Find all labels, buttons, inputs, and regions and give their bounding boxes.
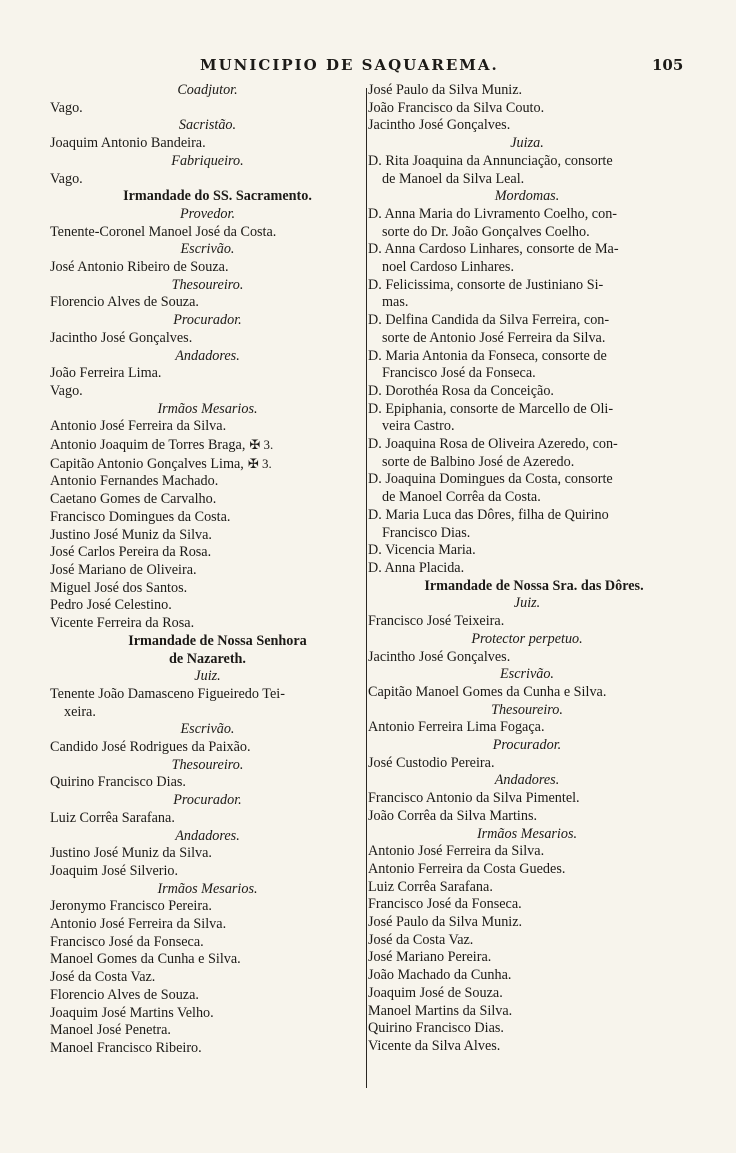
entry: Vicente Ferreira da Rosa. <box>50 615 195 632</box>
entry: João Corrêa da Silva Martins. <box>368 807 538 824</box>
entry: Joaquim Antonio Bandeira. <box>50 135 206 152</box>
entry: Francisco José da Fonseca. <box>382 365 536 382</box>
cross-decoration: ✠ 3. <box>247 455 272 471</box>
section-heading: Irmandade de Nossa Sra. das Dôres. <box>424 577 644 594</box>
entry: José da Costa Vaz. <box>368 931 474 948</box>
entry: Antonio José Ferreira da Silva. <box>368 843 545 860</box>
role-heading: Juiz. <box>194 668 221 685</box>
role-heading: Thesoureiro. <box>491 701 563 718</box>
role-heading: Thesoureiro. <box>171 756 244 773</box>
entry: Antonio Fernandes Machado. <box>50 473 219 490</box>
role-heading: Fabriqueiro. <box>171 152 244 169</box>
entry: José Paulo da Silva Muniz. <box>368 914 523 931</box>
entry: Francisco José Teixeira. <box>368 613 505 630</box>
entry: Jacintho José Gonçalves. <box>368 117 511 134</box>
entry: José Custodio Pereira. <box>368 754 495 771</box>
entry: Tenente João Damasceno Figueiredo Tei- <box>50 685 285 702</box>
entry: João Ferreira Lima. <box>50 365 162 382</box>
page-header <box>0 56 736 82</box>
role-heading: Andadores. <box>175 347 240 364</box>
entry: Vicente da Silva Alves. <box>368 1037 501 1054</box>
entry: José Mariano de Oliveira. <box>50 561 197 578</box>
entry: D. Anna Cardoso Linhares, consorte de Ma- <box>368 241 619 258</box>
entry: D. Anna Placida. <box>368 559 465 576</box>
page-number: 105 <box>652 56 684 74</box>
entry: Jacintho José Gonçalves. <box>368 648 511 665</box>
entry: José da Costa Vaz. <box>50 969 156 986</box>
entry: João Francisco da Silva Couto. <box>368 99 545 116</box>
role-heading: Escrivão. <box>180 721 235 738</box>
section-heading: de Nazareth. <box>169 650 246 667</box>
entry: Tenente-Coronel Manoel José da Costa. <box>50 223 277 240</box>
role-heading: Juiz. <box>513 595 541 612</box>
entry: Antonio José Ferreira da Silva. <box>50 418 227 435</box>
role-heading: Juiza. <box>510 135 544 152</box>
role-heading: Protector perpetuo. <box>471 630 583 647</box>
entry: Francisco José da Fonseca. <box>50 933 204 950</box>
right-column <box>368 82 686 1056</box>
entry: Manoel Gomes da Cunha e Silva. <box>50 951 241 968</box>
entry: Manoel Francisco Ribeiro. <box>50 1039 202 1056</box>
entry: Quirino Francisco Dias. <box>368 1020 504 1037</box>
section-heading: Irmandade de Nossa Senhora <box>128 632 307 649</box>
entry: Capitão Manoel Gomes da Cunha e Silva. <box>368 683 607 700</box>
entry: Candido José Rodrigues da Paixão. <box>50 739 251 756</box>
entry: Florencio Alves de Souza. <box>50 294 199 311</box>
role-heading: Escrivão. <box>500 666 554 683</box>
role-heading: Provedor. <box>179 205 236 222</box>
entry: Luiz Corrêa Sarafana. <box>50 809 175 826</box>
entry: Quirino Francisco Dias. <box>50 774 186 791</box>
role-heading: Procurador. <box>173 312 242 329</box>
entry: José Carlos Pereira da Rosa. <box>50 544 212 561</box>
entry: Antonio Ferreira da Costa Guedes. <box>368 860 566 877</box>
entry: de Manoel da Silva Leal. <box>382 170 525 187</box>
role-heading: Sacristão. <box>178 117 237 134</box>
entry: D. Maria Antonia da Fonseca, consorte de <box>368 347 607 364</box>
entry: Joaquim José Martins Velho. <box>50 1004 214 1021</box>
entry: José Antonio Ribeiro de Souza. <box>50 259 229 276</box>
entry: D. Delfina Candida da Silva Ferreira, con- <box>368 312 610 329</box>
entry: D. Joaquina Domingues da Costa, consorte <box>368 471 613 488</box>
entry: José Paulo da Silva Muniz. <box>368 82 523 98</box>
entry: Antonio Ferreira Lima Fogaça. <box>368 719 545 736</box>
entry: Caetano Gomes de Carvalho. <box>50 491 217 508</box>
entry: Manoel José Penetra. <box>50 1022 171 1039</box>
entry: Francisco Dias. <box>382 524 471 541</box>
role-heading: Irmãos Mesarios. <box>476 825 578 842</box>
entry: Luiz Corrêa Sarafana. <box>368 878 493 895</box>
entry: D. Felicissima, consorte de Justiniano Si- <box>368 276 604 293</box>
entry: D. Dorothéa Rosa da Conceição. <box>368 382 554 399</box>
entry: mas. <box>382 294 409 311</box>
entry: Francisco Domingues da Costa. <box>50 508 231 525</box>
role-heading: Andadores. <box>175 827 240 844</box>
entry: Manoel Martins da Silva. <box>368 1002 513 1019</box>
section-heading: Irmandade do SS. Sacramento. <box>123 188 312 205</box>
role-heading: Procurador. <box>173 792 242 809</box>
entry: Jeronymo Francisco Pereira. <box>50 898 212 915</box>
entry: sorte de Balbino José de Azeredo. <box>382 453 575 470</box>
entry: Jacintho José Gonçalves. <box>50 329 193 346</box>
entry: D. Rita Joaquina da Annunciação, consorte <box>368 152 613 169</box>
entry: D. Vicencia Maria. <box>368 542 476 559</box>
entry: Francisco José da Fonseca. <box>368 896 522 913</box>
entry: Vago. <box>50 99 83 116</box>
entry-name: Capitão Antonio Gonçalves Lima, <box>50 455 244 472</box>
entry: Miguel José dos Santos. <box>50 579 188 596</box>
entry: D. Anna Maria do Livramento Coelho, con- <box>368 205 618 222</box>
entry: noel Cardoso Linhares. <box>382 259 514 276</box>
entry: sorte do Dr. João Gonçalves Coelho. <box>382 223 590 240</box>
entry: José Mariano Pereira. <box>368 949 492 966</box>
entry: Vago. <box>50 170 83 187</box>
entry-name: Antonio Joaquim de Torres Braga, <box>50 437 246 454</box>
entry: Francisco Antonio da Silva Pimentel. <box>368 790 580 807</box>
entry: D. Epiphania, consorte de Marcello de Oli- <box>368 400 614 417</box>
role-heading: Procurador. <box>492 737 562 754</box>
entry: Joaquim José Silverio. <box>50 862 179 879</box>
entry <box>50 455 365 474</box>
entry: Justino José Muniz da Silva. <box>50 526 212 543</box>
role-heading: Coadjutor. <box>177 82 238 98</box>
entry: D. Joaquina Rosa de Oliveira Azeredo, con- <box>368 436 618 453</box>
entry: D. Maria Luca das Dôres, filha de Quirino <box>368 506 609 523</box>
role-heading: Thesoureiro. <box>171 276 244 293</box>
role-heading: Andadores. <box>494 772 560 789</box>
entry: veira Castro. <box>382 418 455 435</box>
entry: João Machado da Cunha. <box>368 967 512 984</box>
entry: Joaquim José de Souza. <box>368 984 503 1001</box>
role-heading: Irmãos Mesarios. <box>157 880 258 897</box>
entry: Antonio José Ferreira da Silva. <box>50 916 227 933</box>
left-column <box>50 82 365 1058</box>
entry: Pedro José Celestino. <box>50 597 172 614</box>
entry: xeira. <box>64 703 96 720</box>
role-heading: Mordomas. <box>494 188 560 205</box>
entry: Vago. <box>50 382 83 399</box>
role-heading: Escrivão. <box>180 241 235 258</box>
role-heading: Irmãos Mesarios. <box>157 400 258 417</box>
cross-decoration: ✠ 3. <box>249 437 274 453</box>
entry <box>50 436 365 455</box>
entry: sorte de Antonio José Ferreira da Silva. <box>382 329 606 346</box>
page-title: MUNICIPIO DE SAQUAREMA. <box>200 56 499 74</box>
entry: Florencio Alves de Souza. <box>50 986 199 1003</box>
entry: Justino José Muniz da Silva. <box>50 845 212 862</box>
entry: de Manoel Corrêa da Costa. <box>382 489 541 506</box>
column-divider <box>366 88 367 1088</box>
